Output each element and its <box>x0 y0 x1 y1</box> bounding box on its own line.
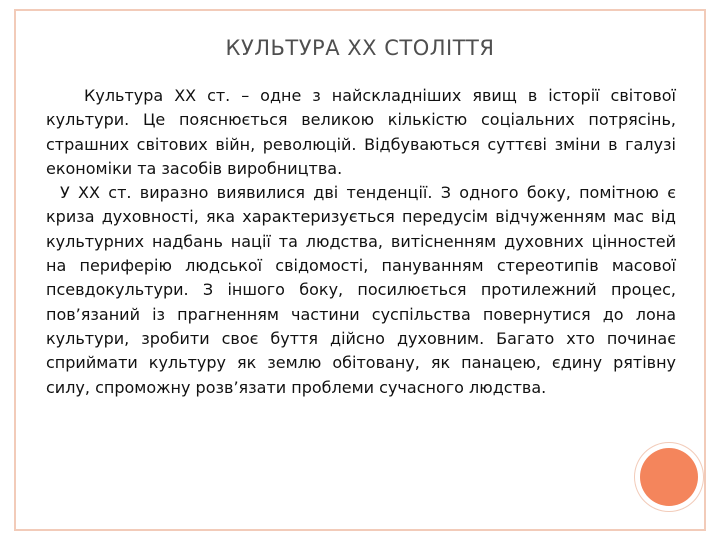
paragraph-2: У ХХ ст. виразно виявилися дві тенденції. З одного боку, помітною є криза духовності, яка характеризується передусім відчуженням мас від культурних надбань нації та людства, витісненням духовних цінностей на периферію людської свідомості, пануванням стереотипів масової псевдокультури. З іншого боку, посилюється протилежний процес, пов’язаний із прагненням частини суспільства повернутися до лона культури, зробити своє буття дійсно духовним. Багато хто починає сприймати культуру як землю обітовану, як панацею, єдину рятівну силу, спроможну розв’язати проблеми сучасного людства. <box>46 183 676 397</box>
slide-body <box>46 84 676 400</box>
paragraph-1: Культура ХХ ст. – одне з найскладніших явищ в історії світової культури. Це пояснюється великою кількістю соціальних потрясінь, страшних світових війн, революцій. Відбуваються суттєві зміни в галузі економіки та засобів виробництва. <box>46 86 676 178</box>
slide-title: КУЛЬТУРА ХХ СТОЛІТТЯ <box>225 36 495 60</box>
accent-circle <box>640 448 698 506</box>
